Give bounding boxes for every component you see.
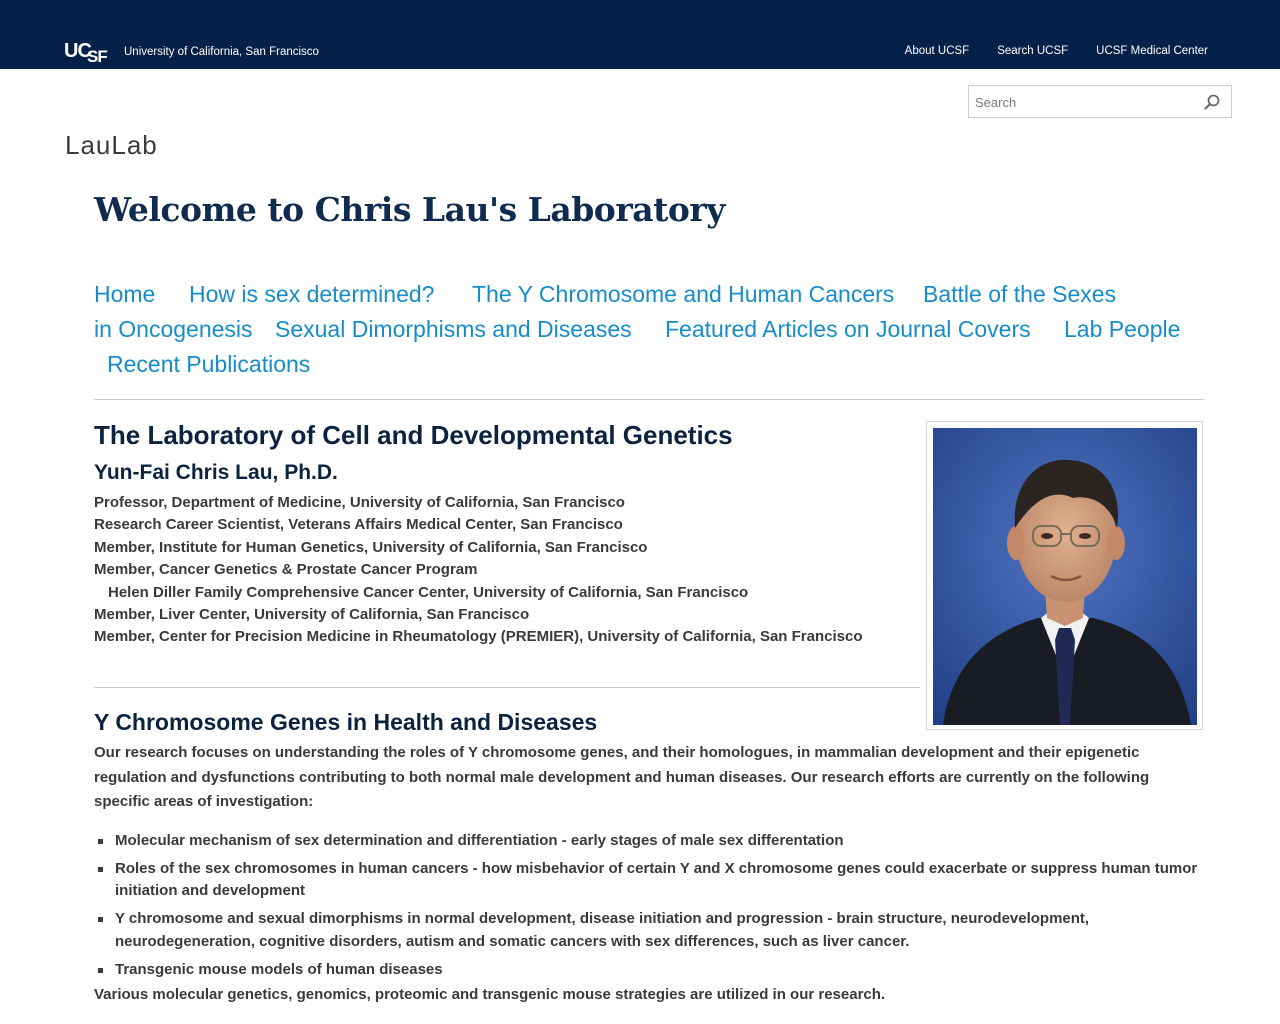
pi-roles bbox=[94, 492, 894, 649]
nav-lab-people[interactable]: Lab People bbox=[1064, 316, 1181, 342]
role-line: Research Career Scientist, Veterans Affairs Medical Center, San Francisco bbox=[94, 516, 623, 534]
top-links bbox=[905, 45, 1208, 57]
about-ucsf-link[interactable]: About UCSF bbox=[904, 45, 970, 57]
role-line: Professor, Department of Medicine, University of California, San Francisco bbox=[94, 494, 625, 511]
global-header bbox=[0, 0, 1280, 69]
site-name[interactable]: LauLab bbox=[65, 130, 158, 160]
divider bbox=[94, 399, 1204, 400]
nav-sexual-dimorphisms[interactable]: Sexual Dimorphisms and Diseases bbox=[275, 316, 632, 342]
pi-name: Yun-Fai Chris Lau, Ph.D. bbox=[94, 461, 338, 484]
role-line: Helen Diller Family Comprehensive Cancer Center, University of California, San Francisco bbox=[108, 583, 749, 601]
nav-battle-of-sexes[interactable]: Battle of the Sexes bbox=[923, 281, 1117, 307]
nav-home[interactable]: Home bbox=[94, 281, 156, 307]
nav-recent-publications[interactable]: Recent Publications bbox=[107, 351, 311, 377]
nav-battle-of-sexes-cont[interactable]: in Oncogenesis bbox=[94, 316, 253, 342]
research-intro: Our research focuses on understanding the roles of Y chromosome genes, and their homologues, in mammalian development and their epigenetic regulation and dysfunctions contributing to both normal male development and human diseases. Our research efforts are currently on the following specific areas of investigation: bbox=[94, 744, 1150, 810]
search-ucsf-link[interactable]: Search UCSF bbox=[997, 45, 1069, 57]
search-icon[interactable] bbox=[1203, 93, 1221, 111]
closing-text: Various molecular genetics, genomics, proteomic and transgenic mouse strategies are utilized in our research. bbox=[94, 986, 886, 1003]
search-box bbox=[968, 85, 1232, 118]
university-name[interactable]: University of California, San Francisco bbox=[124, 46, 319, 58]
pi-photo-frame bbox=[926, 421, 1203, 730]
ucsf-logo bbox=[64, 40, 116, 66]
role-line: Member, Cancer Genetics & Prostate Cancer Program bbox=[94, 561, 478, 579]
list-item: Y chromosome and sexual dimorphisms in normal development, disease initiation and progression - brain structure, neurodevelopment, neurodegeneration, cognitive disorders, autism and somatic cancers with sex differences, such as liver cancer. bbox=[94, 908, 1204, 953]
pi-portrait-photo bbox=[933, 428, 1197, 725]
role-line: Member, Liver Center, University of California, San Francisco bbox=[94, 606, 530, 624]
list-item: Molecular mechanism of sex determination and differentiation - early stages of male sex differentation bbox=[94, 830, 1204, 852]
nav-journal-covers[interactable]: Featured Articles on Journal Covers bbox=[665, 316, 1031, 342]
lab-title: The Laboratory of Cell and Developmental Genetics bbox=[94, 420, 733, 450]
nav-y-chromosome-cancers[interactable]: The Y Chromosome and Human Cancers bbox=[472, 281, 895, 307]
ucsf-brand[interactable] bbox=[64, 40, 319, 66]
logo-uc: UC bbox=[64, 40, 91, 62]
list-item: Transgenic mouse models of human diseases bbox=[94, 959, 1204, 981]
divider bbox=[94, 687, 920, 688]
nav-how-is-sex-determined[interactable]: How is sex determined? bbox=[189, 281, 435, 307]
ucsf-medical-center-link[interactable]: UCSF Medical Center bbox=[1096, 45, 1208, 57]
section-title: Y Chromosome Genes in Health and Diseases bbox=[94, 709, 598, 735]
research-areas-list bbox=[94, 830, 1204, 987]
role-line: Member, Institute for Human Genetics, University of California, San Francisco bbox=[94, 538, 648, 556]
logo-sf: SF bbox=[87, 47, 107, 66]
role-line: Member, Center for Precision Medicine in Rheumatology (PREMIER), University of California, San Francisco bbox=[94, 628, 863, 646]
search-input[interactable] bbox=[975, 92, 1195, 112]
page-title: Welcome to Chris Lau's Laboratory bbox=[94, 190, 725, 229]
list-item: Roles of the sex chromosomes in human cancers - how misbehavior of certain Y and X chromosome genes could exacerbate or suppress human tumor initiation and development bbox=[94, 858, 1204, 903]
